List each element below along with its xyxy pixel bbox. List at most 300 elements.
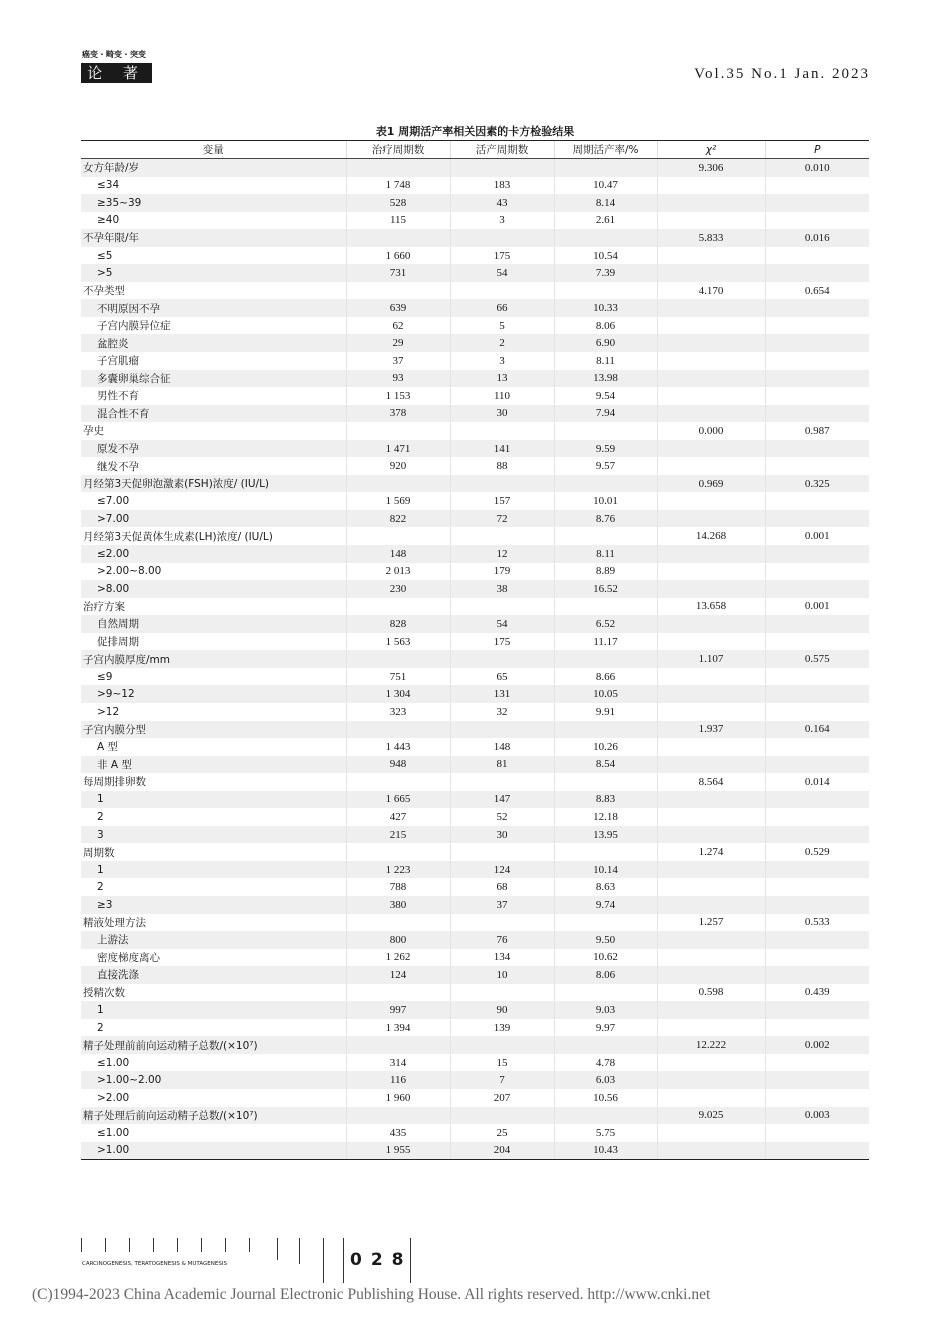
table-cell-label: 精子处理前前向运动精子总数/(×10⁷) [81,1036,346,1054]
table-row-group [81,1107,869,1125]
table-cell-label: 自然周期 [81,615,346,633]
table-cell-rate: 8.11 [554,352,657,370]
table-cell-n: 380 [346,896,450,914]
table-cell-live: 88 [450,457,554,475]
table-cell-chi [657,1089,765,1107]
table-cell-p [765,808,869,826]
table-cell-n: 948 [346,756,450,774]
table-cell-live [450,475,554,493]
table-row-sub [81,387,869,405]
table-cell-live [450,650,554,668]
table-row-sub [81,545,869,563]
table-cell-chi: 1.274 [657,843,765,861]
table-cell-chi [657,440,765,458]
table-cell-n: 1 471 [346,440,450,458]
table-cell-n [346,650,450,668]
table-row-sub [81,861,869,879]
table-cell-p [765,1019,869,1037]
table-cell-chi [657,492,765,510]
table-cell-rate [554,475,657,493]
table-cell-chi [657,1001,765,1019]
table-cell-rate: 10.56 [554,1089,657,1107]
table-cell-label: ≤7.00 [97,495,130,508]
table-cell-chi [657,405,765,423]
table-cell-live: 124 [450,861,554,879]
table-cell-n: 1 955 [346,1142,450,1160]
table-cell-label: 子宫肌瘤 [97,355,139,368]
table-cell-p: 0.325 [765,475,869,493]
table-cell-label: 原发不孕 [81,440,346,458]
table-row-sub [81,370,869,388]
table-cell-rate: 9.54 [554,387,657,405]
table-cell-rate [554,229,657,247]
section-tag: 论 著 [81,63,152,83]
table-cell-label: ≤1.00 [97,1126,130,1139]
table-cell-rate: 7.39 [554,264,657,282]
table-cell-label: 授精次数 [83,986,125,999]
table-cell-chi: 13.658 [657,598,765,616]
table-cell-n: 215 [346,826,450,844]
table-cell-live: 25 [450,1124,554,1142]
table-cell-chi: 5.833 [657,229,765,247]
table-cell-p: 0.533 [765,914,869,932]
table-row-group [81,721,869,739]
table-cell-n: 427 [346,808,450,826]
table-cell-live: 72 [450,510,554,528]
table-cell-rate: 10.33 [554,299,657,317]
table-cell-live: 147 [450,791,554,809]
table-cell-n: 1 443 [346,738,450,756]
table-cell-live: 148 [450,738,554,756]
table-cell-n: 1 153 [346,387,450,405]
table-cell-n [346,1107,450,1125]
table-cell-n: 1 665 [346,791,450,809]
table-cell-rate [554,1107,657,1125]
table-row-sub [81,1054,869,1072]
table-cell-rate: 8.66 [554,668,657,686]
table-cell-p [765,492,869,510]
table-cell-chi [657,878,765,896]
table-cell-n: 1 394 [346,1019,450,1037]
table-cell-p [765,878,869,896]
table-cell-n: 116 [346,1071,450,1089]
table-row-sub [81,966,869,984]
table-title: 表1 周期活产率相关因素的卡方检验结果 [375,125,575,138]
column-header: 活产周期数 [450,141,554,159]
page-number: 028 [350,1250,413,1270]
table-row-group [81,282,869,300]
table-cell-label: ≥40 [97,214,120,227]
table-cell-chi: 0.969 [657,475,765,493]
table-cell-n: 639 [346,299,450,317]
table-cell-live: 37 [450,896,554,914]
table-cell-live: 3 [450,212,554,230]
table-row-sub [81,931,869,949]
table-row-sub [81,668,869,686]
table-cell-p [765,194,869,212]
table-row-sub [81,1071,869,1089]
table-cell-rate: 10.05 [554,685,657,703]
table-cell-n: 148 [346,545,450,563]
table-cell-chi [657,352,765,370]
table-cell-chi [657,685,765,703]
table-row-group [81,229,869,247]
table-row-sub [81,317,869,335]
table-row-sub [81,247,869,265]
column-header: χ² [657,141,765,159]
table-cell-live [450,229,554,247]
table-cell-chi [657,633,765,651]
table-cell-rate: 12.18 [554,808,657,826]
table-cell-live: 90 [450,1001,554,1019]
table-cell-n [346,229,450,247]
table-cell-chi: 0.598 [657,984,765,1002]
table-cell-p: 0.001 [765,527,869,545]
table-cell-p: 0.529 [765,843,869,861]
table-cell-rate: 10.01 [554,492,657,510]
table-cell-rate: 8.06 [554,317,657,335]
table-cell-n: 230 [346,580,450,598]
table-cell-label: 不明原因不孕 [81,299,346,317]
table-cell-live: 76 [450,931,554,949]
table-cell-n: 124 [346,966,450,984]
table-cell-rate: 8.63 [554,878,657,896]
table-cell-rate [554,984,657,1002]
table-cell-n: 37 [346,352,450,370]
table-row-sub [81,633,869,651]
table-cell-label: 子宫内膜厚度/mm [81,650,346,668]
table-cell-p [765,966,869,984]
table-row-sub [81,1001,869,1019]
table-cell-n [346,984,450,1002]
table-cell-live [450,914,554,932]
results-table [81,140,869,1160]
table-cell-chi [657,317,765,335]
table-cell-live: 43 [450,194,554,212]
table-cell-rate [554,843,657,861]
table-cell-label: 2 [97,881,104,894]
table-cell-n [346,422,450,440]
table-cell-live: 157 [450,492,554,510]
copyright-notice: (C)1994-2023 China Academic Journal Electronic Publishing House. All rights reserved. http://www.cnki.net [32,1286,711,1303]
journal-name-small: 癌变・畸变・突变 [82,50,146,59]
table-cell-chi [657,387,765,405]
table-cell-live: 7 [450,1071,554,1089]
table-cell-chi [657,738,765,756]
table-cell-p [765,1001,869,1019]
table-cell-live: 68 [450,878,554,896]
table-row-sub [81,1089,869,1107]
table-cell-live [450,527,554,545]
table-cell-label: 多囊卵巢综合征 [81,370,346,388]
table-row-sub [81,949,869,967]
table-cell-p [765,334,869,352]
table-row-group [81,914,869,932]
table-cell-n: 29 [346,334,450,352]
table-cell-p [765,633,869,651]
table-cell-rate: 8.89 [554,563,657,581]
table-cell-label: A 型 [97,741,119,754]
table-cell-live: 12 [450,545,554,563]
table-cell-chi: 1.937 [657,721,765,739]
table-cell-label: ≤1.00 [97,1056,130,1069]
table-cell-rate: 8.83 [554,791,657,809]
table-cell-p [765,896,869,914]
table-cell-live [450,1036,554,1054]
table-cell-rate: 2.61 [554,212,657,230]
table-row-sub [81,615,869,633]
table-row-group [81,422,869,440]
table-cell-p [765,352,869,370]
table-cell-rate: 9.74 [554,896,657,914]
table-cell-label: 孕史 [83,425,104,438]
table-cell-rate: 9.03 [554,1001,657,1019]
table-cell-live [450,1107,554,1125]
table-cell-p: 0.001 [765,598,869,616]
table-cell-label: 子宫内膜异位症 [97,320,171,333]
table-cell-p [765,931,869,949]
table-cell-rate: 9.97 [554,1019,657,1037]
table-cell-chi [657,756,765,774]
table-cell-rate [554,773,657,791]
table-row-sub [81,177,869,195]
table-cell-p [765,861,869,879]
table-cell-chi [657,896,765,914]
table-cell-p: 0.002 [765,1036,869,1054]
table-cell-live: 13 [450,370,554,388]
table-cell-p: 0.016 [765,229,869,247]
table-cell-live: 81 [450,756,554,774]
table-cell-live: 179 [450,563,554,581]
table-cell-rate: 10.47 [554,177,657,195]
table-row-sub [81,580,869,598]
table-cell-live: 54 [450,264,554,282]
table-cell-rate: 10.62 [554,949,657,967]
table-cell-live: 66 [450,299,554,317]
table-cell-chi [657,212,765,230]
table-cell-label: ≤2.00 [81,545,346,563]
table-cell-chi: 1.107 [657,650,765,668]
table-cell-live [450,773,554,791]
table-row-group [81,598,869,616]
table-row-sub [81,791,869,809]
table-cell-n [346,1036,450,1054]
table-cell-p: 0.003 [765,1107,869,1125]
table-cell-chi [657,1142,765,1160]
table-row-sub [81,808,869,826]
table-cell-p [765,685,869,703]
table-cell-chi: 14.268 [657,527,765,545]
table-cell-p: 0.987 [765,422,869,440]
table-row-group [81,1036,869,1054]
table-row-sub [81,563,869,581]
table-cell-rate: 13.98 [554,370,657,388]
table-header-row [81,141,869,159]
table-cell-n [346,475,450,493]
footer-journal-name: CARCINOGENESIS, TERATOGENESIS & MUTAGENESIS [82,1261,227,1267]
table-cell-p [765,1124,869,1142]
table-cell-chi [657,1019,765,1037]
table-row-sub [81,194,869,212]
table-cell-n: 1 262 [346,949,450,967]
table-cell-rate: 6.52 [554,615,657,633]
table-cell-label: ≤34 [97,179,120,192]
table-cell-chi [657,457,765,475]
table-cell-chi [657,949,765,967]
table-cell-live: 52 [450,808,554,826]
table-cell-n: 435 [346,1124,450,1142]
table-cell-n [346,282,450,300]
table-row-sub [81,510,869,528]
table-cell-rate: 8.06 [554,966,657,984]
table-cell-n: 93 [346,370,450,388]
table-cell-rate: 10.43 [554,1142,657,1160]
table-cell-rate [554,650,657,668]
table-cell-p: 0.164 [765,721,869,739]
table-cell-rate [554,159,657,177]
table-cell-live: 110 [450,387,554,405]
table-cell-rate: 8.76 [554,510,657,528]
table-cell-rate: 8.14 [554,194,657,212]
table-cell-p [765,756,869,774]
table-cell-p [765,370,869,388]
table-row-sub [81,896,869,914]
table-row-group [81,843,869,861]
table-cell-label: >1.00~2.00 [81,1071,346,1089]
table-cell-p [765,299,869,317]
table-row-sub [81,264,869,282]
table-cell-rate: 9.59 [554,440,657,458]
table-row-group [81,527,869,545]
table-cell-live: 65 [450,668,554,686]
table-cell-label: 3 [81,826,346,844]
table-cell-label: 每周期排卵数 [83,776,146,789]
table-cell-n: 2 013 [346,563,450,581]
table-cell-chi [657,808,765,826]
table-cell-rate [554,1036,657,1054]
table-cell-label: >2.00~8.00 [97,565,162,578]
table-cell-chi [657,966,765,984]
table-cell-label: >12 [97,705,120,718]
table-cell-label: 2 [97,1021,104,1034]
table-cell-live: 32 [450,703,554,721]
table-cell-label: 治疗方案 [83,600,125,613]
table-cell-chi [657,510,765,528]
table-cell-n: 1 960 [346,1089,450,1107]
table-row-sub [81,826,869,844]
table-cell-rate: 6.90 [554,334,657,352]
table-cell-rate: 8.54 [554,756,657,774]
table-cell-chi [657,580,765,598]
table-cell-p [765,703,869,721]
table-cell-live: 207 [450,1089,554,1107]
table-cell-label: ≤9 [97,670,113,683]
table-cell-p [765,580,869,598]
table-cell-n: 1 569 [346,492,450,510]
table-cell-n: 1 748 [346,177,450,195]
table-cell-label: 精液处理方法 [83,916,146,929]
table-cell-label: >2.00 [97,1091,130,1104]
table-cell-rate: 4.78 [554,1054,657,1072]
table-cell-p [765,563,869,581]
table-cell-n: 997 [346,1001,450,1019]
table-cell-p [765,247,869,265]
table-cell-chi [657,563,765,581]
table-cell-n [346,159,450,177]
table-row-sub [81,352,869,370]
table-cell-rate: 9.57 [554,457,657,475]
table-cell-rate: 10.14 [554,861,657,879]
table-cell-p [765,615,869,633]
table-cell-p [765,212,869,230]
table-cell-live: 204 [450,1142,554,1160]
table-cell-chi [657,1054,765,1072]
table-cell-rate [554,721,657,739]
table-cell-rate [554,422,657,440]
table-cell-label: 非 A 型 [81,756,346,774]
table-cell-chi: 8.564 [657,773,765,791]
column-header: P [765,141,869,159]
table-cell-p: 0.654 [765,282,869,300]
table-cell-rate: 9.91 [554,703,657,721]
table-cell-label: 周期数 [83,846,115,859]
table-cell-p [765,317,869,335]
table-cell-n: 751 [346,668,450,686]
table-cell-p [765,1054,869,1072]
table-cell-live [450,282,554,300]
table-cell-n [346,843,450,861]
table-cell-label: 子宫内膜分型 [81,721,346,739]
table-cell-chi: 12.222 [657,1036,765,1054]
table-cell-label: 女方年龄/岁 [81,159,346,177]
table-cell-rate [554,527,657,545]
table-cell-rate: 10.54 [554,247,657,265]
table-cell-n: 115 [346,212,450,230]
table-cell-chi [657,334,765,352]
table-cell-n [346,773,450,791]
table-cell-rate: 11.17 [554,633,657,651]
table-cell-live: 54 [450,615,554,633]
table-row-group [81,475,869,493]
table-row-sub [81,212,869,230]
table-cell-live [450,984,554,1002]
table-cell-live: 3 [450,352,554,370]
table-cell-chi [657,668,765,686]
table-cell-n: 1 660 [346,247,450,265]
table-cell-chi [657,1071,765,1089]
table-row-sub [81,405,869,423]
table-cell-chi [657,370,765,388]
table-cell-label: 精子处理后前向运动精子总数/(×10⁷) [81,1107,346,1125]
table-cell-live: 38 [450,580,554,598]
table-cell-live [450,422,554,440]
table-cell-chi [657,545,765,563]
table-cell-n: 314 [346,1054,450,1072]
table-row-group [81,159,869,177]
issue-info: Vol.35 No.1 Jan. 2023 [694,66,870,82]
table-cell-label: 1 [81,791,346,809]
table-row-group [81,773,869,791]
table-cell-live: 131 [450,685,554,703]
table-cell-label: ≥35~39 [81,194,346,212]
table-cell-chi [657,615,765,633]
table-cell-n: 62 [346,317,450,335]
table-cell-chi: 9.306 [657,159,765,177]
table-cell-label: >8.00 [81,580,346,598]
table-cell-n [346,721,450,739]
table-cell-label: 月经第3天促卵泡激素(FSH)浓度/ (IU/L) [81,475,346,493]
table-cell-rate: 10.26 [554,738,657,756]
